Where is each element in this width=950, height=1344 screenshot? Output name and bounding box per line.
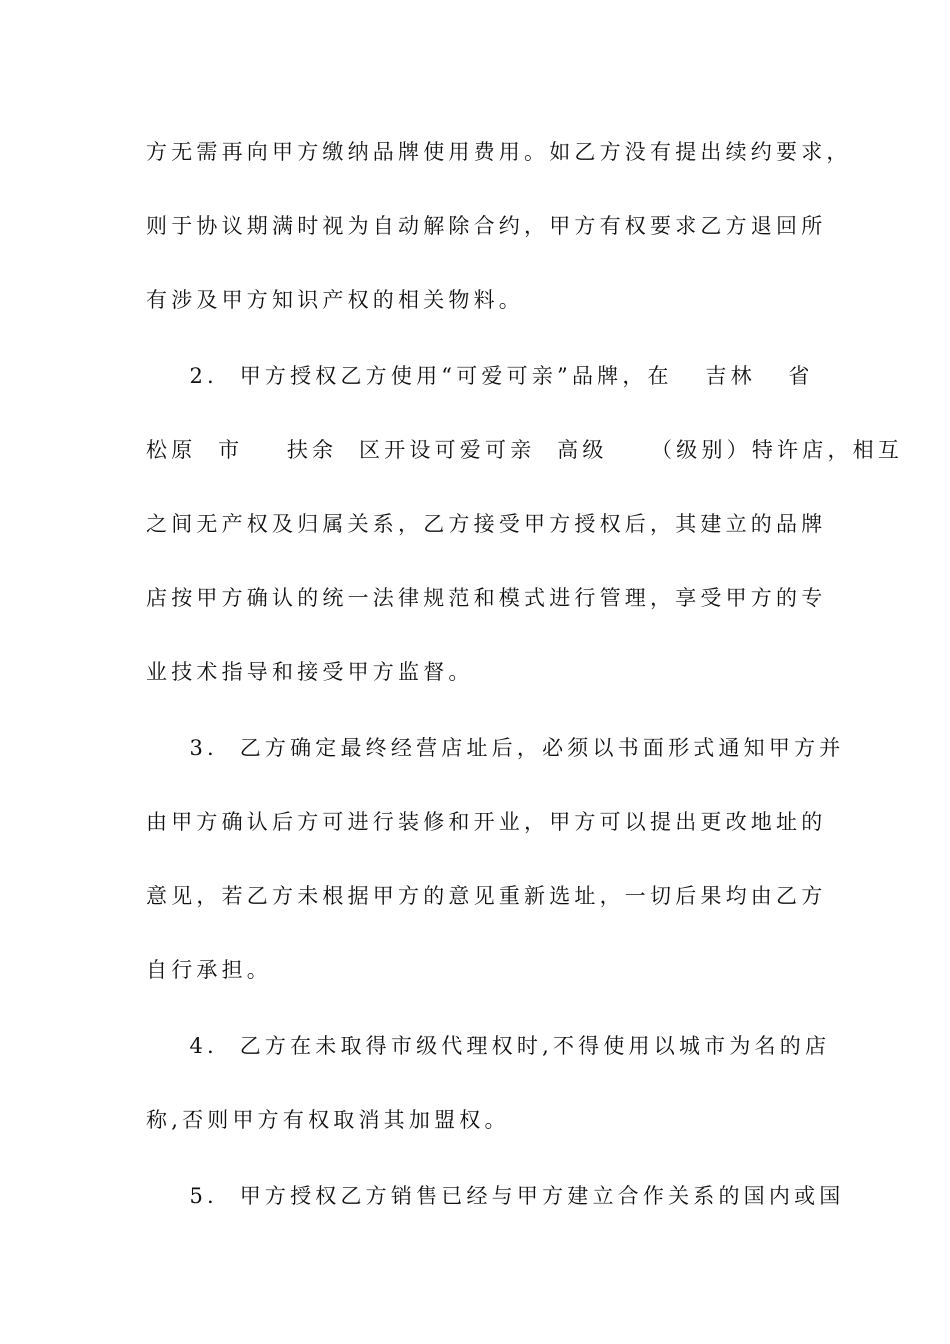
text-line: 称,否则甲方有权取消其加盟权。 xyxy=(146,1108,510,1132)
text-line: 由甲方确认后方可进行装修和开业，甲方可以提出更改地址的 xyxy=(146,810,827,834)
paragraph-4-first-line: 4. 乙方在未取得市级代理权时,不得使用以城市为名的店 xyxy=(146,1034,831,1058)
text-line: 之间无产权及归属关系，乙方接受甲方授权后，其建立的品牌 xyxy=(146,512,827,536)
text-line: 店按甲方确认的统一法律规范和模式进行管理，享受甲方的专 xyxy=(146,586,827,610)
text-line: 松原 市 扶余 区开设可爱可亲 高级 （级别）特许店，相互 xyxy=(146,438,904,462)
text-line: 则于协议期满时视为自动解除合约，甲方有权要求乙方退回所 xyxy=(146,214,827,238)
text-line: 方无需再向甲方缴纳品牌使用费用。如乙方没有提出续约要求， xyxy=(146,140,852,164)
paragraph-2-first-line: 2. 甲方授权乙方使用“可爱可亲”品牌，在 吉林 省 xyxy=(146,364,814,388)
text-line: 业技术指导和接受甲方监督。 xyxy=(146,660,474,684)
text-line: 自行承担。 xyxy=(146,958,272,982)
paragraph-5-first-line: 5. 甲方授权乙方销售已经与甲方建立合作关系的国内或国 xyxy=(146,1184,845,1208)
text-line: 有涉及甲方知识产权的相关物料。 xyxy=(146,288,524,312)
paragraph-3-first-line: 3. 乙方确定最终经营店址后，必须以书面形式通知甲方并 xyxy=(146,736,845,760)
text-line: 意见，若乙方未根据甲方的意见重新选址，一切后果均由乙方 xyxy=(146,884,827,908)
